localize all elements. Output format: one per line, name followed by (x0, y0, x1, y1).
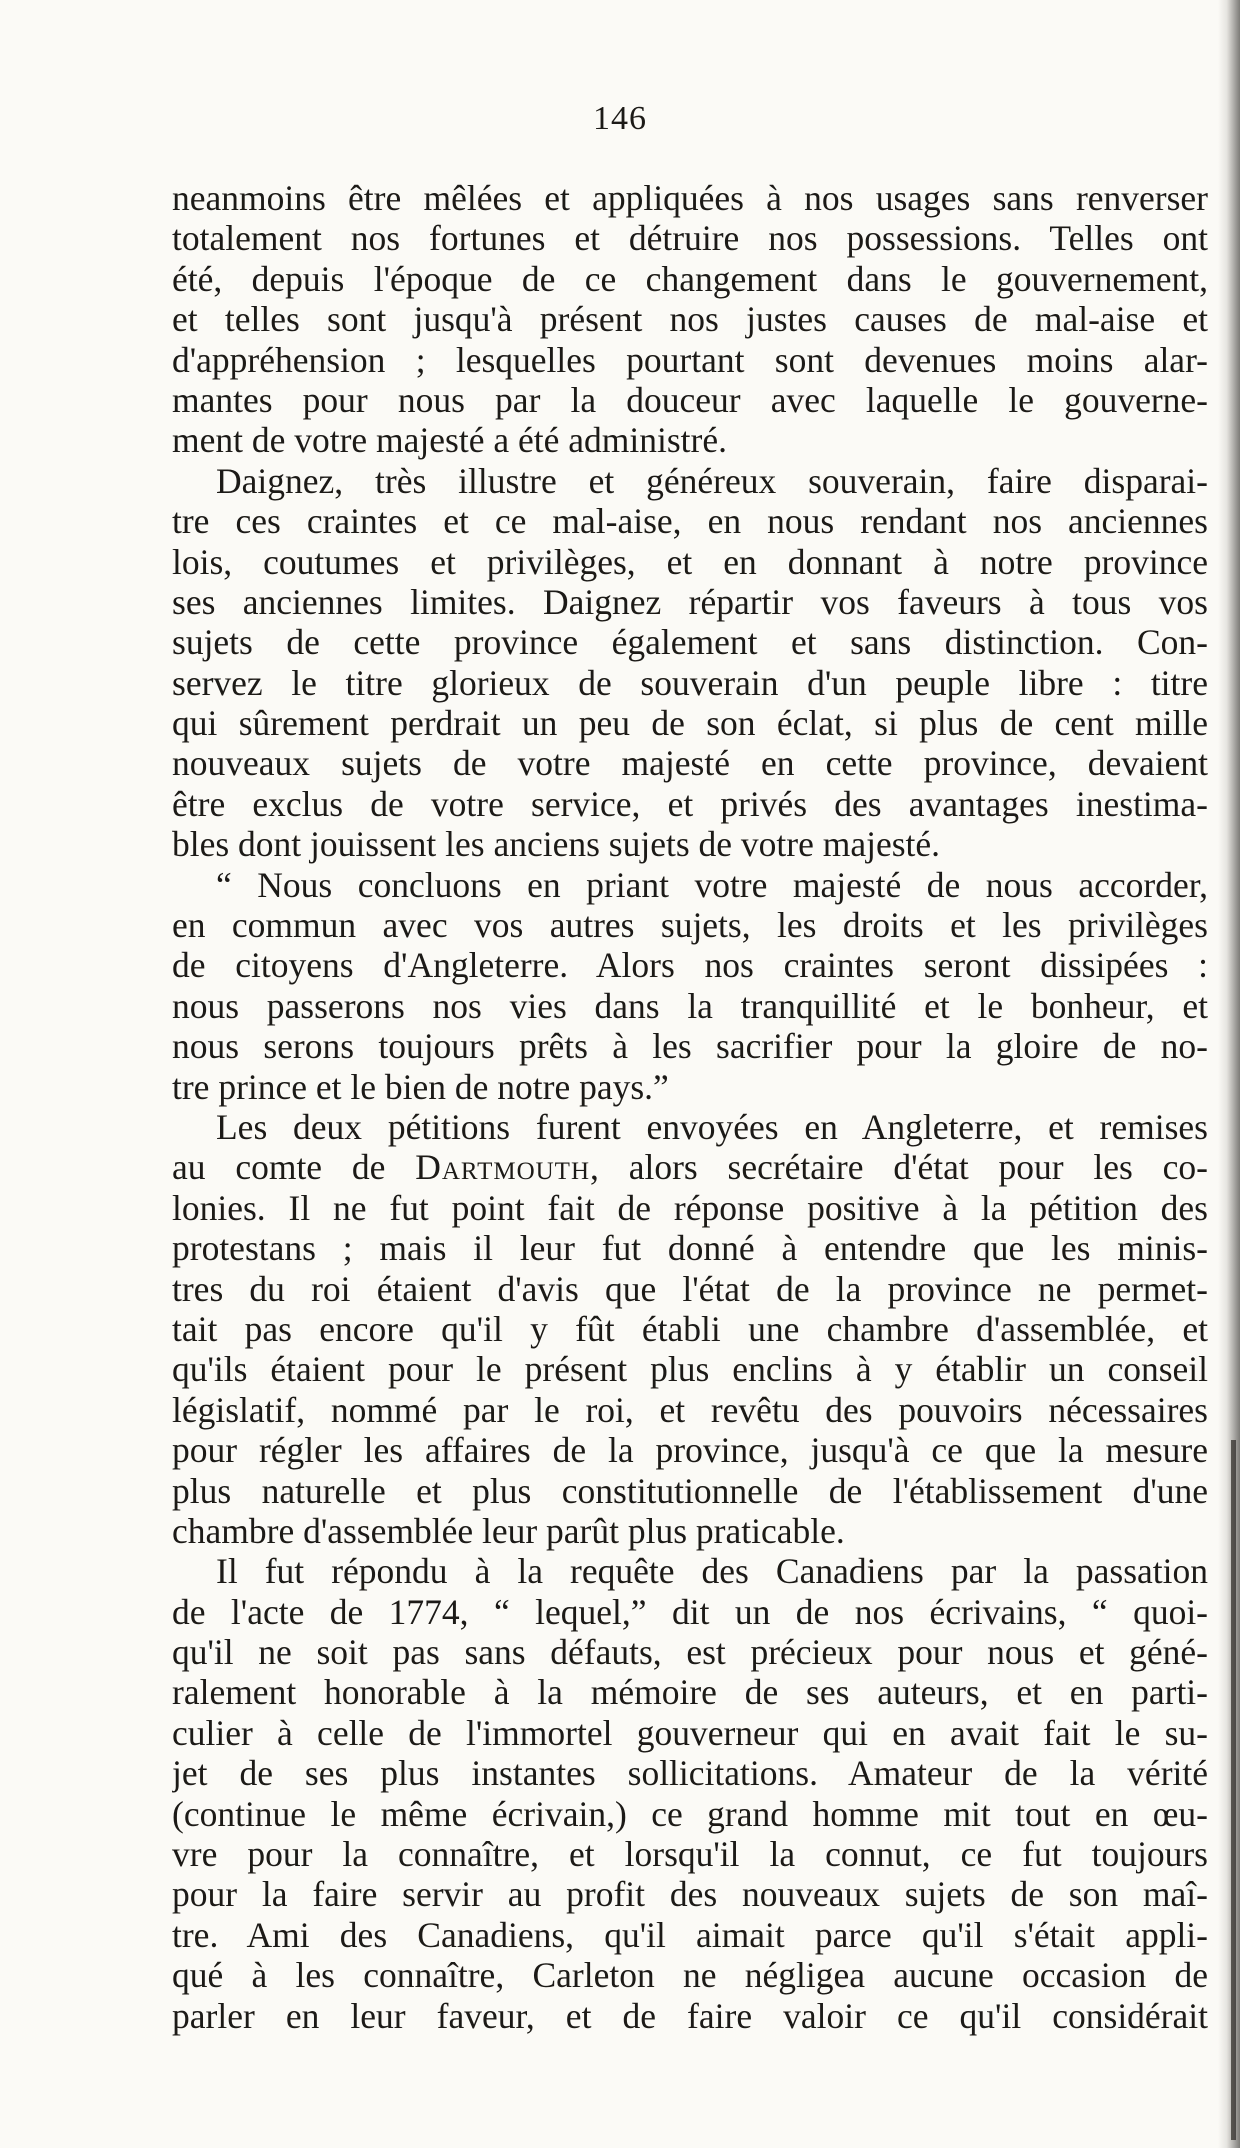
text-line: ralement honorable à la mémoire de ses auteurs, et en parti- (172, 1672, 1208, 1713)
text-line: tre ces craintes et ce mal-aise, en nous rendant nos anciennes (172, 501, 1208, 542)
text-line: de l'acte de 1774, “ lequel,” dit un de nos écrivains, “ quoi- (172, 1591, 1208, 1632)
text-line: ses anciennes limites. Daignez répartir vos faveurs à tous vos (172, 581, 1208, 622)
page-edge-shadow (1218, 0, 1240, 2148)
text-line: tait pas encore qu'il y fût établi une chambre d'assemblée, et (172, 1308, 1208, 1349)
text-line: qu'ils étaient pour le présent plus enclins à y établir un conseil (172, 1349, 1208, 1390)
text-line: totalement nos fortunes et détruire nos possessions. Telles ont (172, 218, 1208, 259)
text-line: été, depuis l'époque de ce changement dans le gouvernement, (172, 258, 1208, 299)
page-number: 146 (593, 100, 647, 137)
text-line: nous passerons nos vies dans la tranquillité et le bonheur, et (172, 985, 1208, 1026)
text-line: pour la faire servir au profit des nouveaux sujets de son maî- (172, 1874, 1208, 1915)
text-line: mantes pour nous par la douceur avec laquelle le gouverne- (172, 379, 1208, 420)
text-line: culier à celle de l'immortel gouverneur qui en avait fait le su- (172, 1712, 1208, 1753)
text-line: lois, coutumes et privilèges, et en donnant à notre province (172, 541, 1208, 582)
text-line: et telles sont jusqu'à présent nos justes causes de mal-aise et (172, 299, 1208, 340)
text-line: législatif, nommé par le roi, et revêtu des pouvoirs nécessaires (172, 1389, 1208, 1430)
text-line: protestans ; mais il leur fut donné à entendre que les minis- (172, 1228, 1208, 1269)
binding-edge (1231, 1440, 1236, 2140)
text-line: ment de votre majesté a été administré. (172, 420, 727, 461)
text-line: chambre d'assemblée leur parût plus praticable. (172, 1510, 845, 1551)
text-line: qu'il ne soit pas sans défauts, est précieux pour nous et géné- (172, 1632, 1208, 1673)
text-line: tre prince et le bien de notre pays.” (172, 1066, 669, 1107)
text-line: nous serons toujours prêts à les sacrifier pour la gloire de no- (172, 1026, 1208, 1067)
text-line: être exclus de votre service, et privés des avantages inestima- (172, 783, 1208, 824)
text-line: tre. Ami des Canadiens, qu'il aimait parce qu'il s'était appli- (172, 1914, 1208, 1955)
text-line: “ Nous concluons en priant votre majesté de nous accorder, (216, 864, 1208, 905)
text-line: sujets de cette province également et sans distinction. Con- (172, 622, 1208, 663)
person-name: Dartmouth (415, 1147, 591, 1188)
body-text (172, 178, 1208, 2036)
text-line: lonies. Il ne fut point fait de réponse positive à la pétition des (172, 1187, 1208, 1228)
text-line: pour régler les affaires de la province, jusqu'à ce que la mesure (172, 1430, 1208, 1471)
text-line: d'appréhension ; lesquelles pourtant sont devenues moins alar- (172, 339, 1208, 380)
text-line: bles dont jouissent les anciens sujets de votre majesté. (172, 824, 941, 865)
text-line: qué à les connaître, Carleton ne négligea aucune occasion de (172, 1955, 1208, 1996)
text-line: en commun avec vos autres sujets, les droits et les privilèges (172, 905, 1208, 946)
text-line: neanmoins être mêlées et appliquées à nos usages sans renverser (172, 178, 1208, 218)
text-line: jet de ses plus instantes sollicitations. Amateur de la vérité (172, 1753, 1208, 1794)
text-line: au comte de Dartmouth, alors secrétaire d'état pour les co- (172, 1147, 1208, 1188)
text-line: vre pour la connaître, et lorsqu'il la connut, ce fut toujours (172, 1834, 1208, 1875)
text-line: Daignez, très illustre et généreux souverain, faire disparai- (216, 460, 1208, 501)
text-line: parler en leur faveur, et de faire valoir ce qu'il considérait (172, 1995, 1208, 2036)
text-line: (continue le même écrivain,) ce grand homme mit tout en œu- (172, 1793, 1208, 1834)
text-line: Il fut répondu à la requête des Canadiens par la passation (216, 1551, 1208, 1592)
text-line: nouveaux sujets de votre majesté en cette province, devaient (172, 743, 1208, 784)
text-line: servez le titre glorieux de souverain d'un peuple libre : titre (172, 662, 1208, 703)
text-line: qui sûrement perdrait un peu de son éclat, si plus de cent mille (172, 703, 1208, 744)
text-line: de citoyens d'Angleterre. Alors nos craintes seront dissipées : (172, 945, 1208, 986)
text-line: tres du roi étaient d'avis que l'état de la province ne permet- (172, 1268, 1208, 1309)
text-line: plus naturelle et plus constitutionnelle de l'établissement d'une (172, 1470, 1208, 1511)
text-line: Les deux pétitions furent envoyées en Angleterre, et remises (216, 1106, 1208, 1147)
